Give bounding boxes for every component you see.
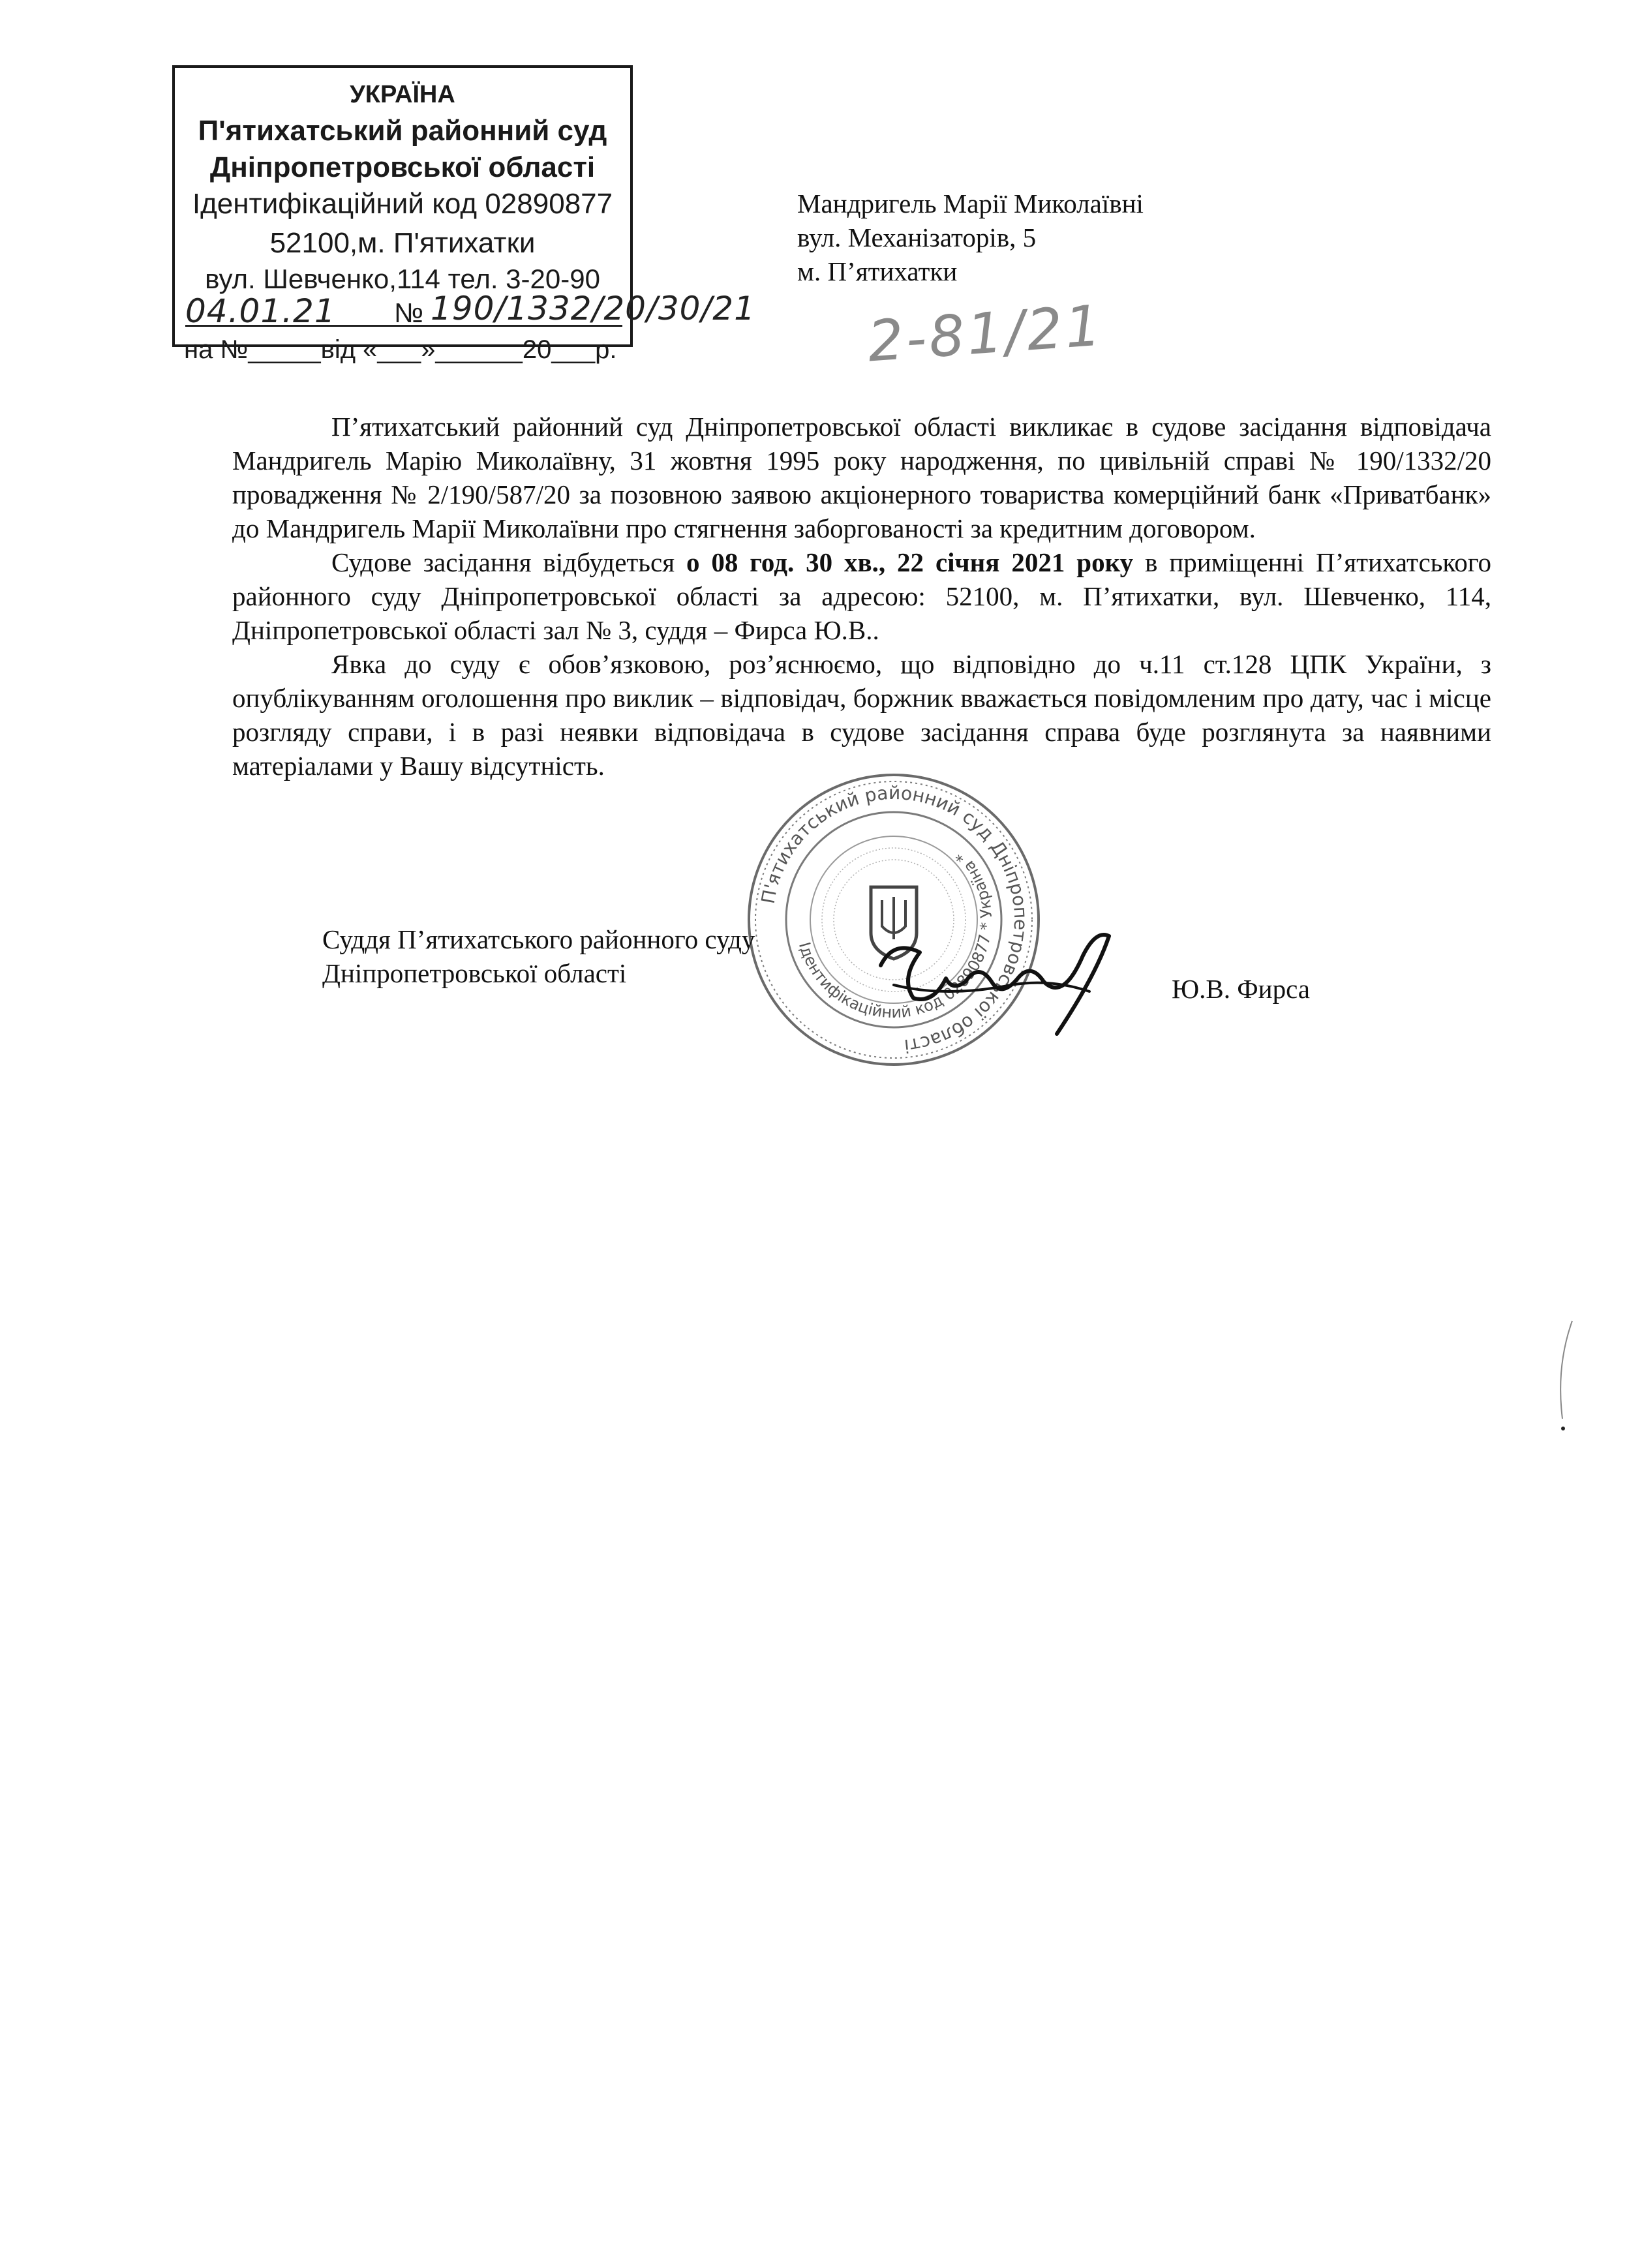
handwritten-case-number: 2-81/21	[865, 293, 1106, 375]
stamp-street-phone: вул. Шевченко,114 тел. 3-20-90	[205, 264, 600, 294]
paragraph-hearing-time: Судове засідання відбудеться о 08 год. 30 хв., 22 січня 2021 року в приміщенні П’ятихатського районного суду Дніпропетровської області за адресою: 52100, м. П’ятихатки, вул. Шевченко, 114, Дніпропетровської області зал № 3, суддя – Фирса Ю.В..	[232, 547, 1491, 645]
seal-outer-text: П'ятихатський районний суд Дніпропетровської області	[757, 781, 1032, 1057]
seal-inner-text: Ідентифікаційний код 02890877 * Україна *	[795, 847, 996, 1022]
stamp-registration-line	[185, 290, 755, 330]
scan-edge-mark	[1553, 1318, 1579, 1435]
addressee-city: м. П’ятихатки	[797, 256, 958, 286]
stamp-country: УКРАЇНА	[350, 81, 455, 108]
outgoing-stamp	[172, 65, 755, 364]
addressee-street: вул. Механізаторів, 5	[797, 222, 1037, 252]
stamp-reply-reference: на №_____від «___»______20___р.	[184, 335, 617, 364]
judge-signature	[855, 913, 1194, 1063]
judge-title-line2: Дніпропетровської області	[322, 958, 627, 988]
judge-title-line1: Суддя П’ятихатського районного суду	[322, 924, 755, 954]
stamp-court-name: П'ятихатський районний суд	[198, 115, 607, 147]
addressee-name: Мандригель Марії Миколаївні	[797, 189, 1144, 219]
summons-body	[232, 410, 1491, 783]
stamp-underline	[185, 325, 622, 327]
paragraph-attendance-notice: Явка до суду є обов’язковою, роз’яснюємо, що відповідно до ч.11 ст.128 ЦПК України, з опублікуванням оголошення про виклик – відповідач, боржник вважається повідомленим про дату, час і місце розгляду справи, і в разі неявки відповідача в судове засідання справа буде розглянута за наявними матеріалами у Вашу відсутність.	[232, 649, 1491, 781]
judge-title	[322, 922, 755, 990]
paragraph-summons: П’ятихатський районний суд Дніпропетровської області викликає в судове засідання відповідача Мандригель Марію Миколаївну, 31 жовтня 1995 року народження, по цивільній справі № 190/1332/20 провадження № 2/190/587/20 за позовною заявою акціонерного товариства комерційний банк «Приватбанк» до Мандригель Марії Миколаївни про стягнення заборгованості за кредитним договором.	[232, 412, 1491, 543]
addressee-block	[797, 187, 1144, 288]
hearing-datetime: о 08 год. 30 хв., 22 січня 2021 року	[686, 547, 1134, 577]
stamp-id-code: Ідентифікаційний код 02890877	[192, 188, 613, 220]
stamp-region: Дніпропетровської області	[209, 151, 596, 183]
stamp-handwritten-date: 04.01.21	[185, 292, 336, 330]
stamp-number-label: №	[394, 297, 424, 328]
judge-name: Ю.В. Фирса	[1172, 974, 1310, 1004]
stamp-handwritten-number: 190/1332/20/30/21	[431, 290, 755, 327]
stamp-postal-city: 52100,м. П'ятихатки	[269, 227, 536, 259]
